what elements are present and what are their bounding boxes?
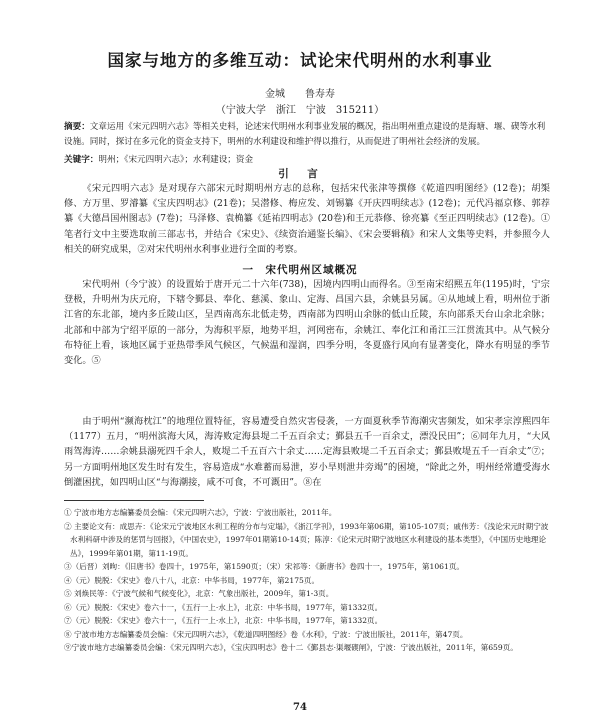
authors: 金城 鲁寿寿	[265, 89, 335, 100]
footnote: ① 宁波市地方志编纂委员会编：《宋元四明六志》，宁波：宁波出版社，2011年。	[64, 508, 337, 517]
footnote: ⑧ 宁波市地方志编纂委员会编：《宋元四明六志》，《乾道四明图经》卷《水利》，宁波：宁波出版社，2011年，第47页。	[64, 629, 468, 639]
footnote-divider	[64, 500, 204, 501]
footnote: ④（元）脱脱：《宋史》卷八十八，北京：中华书局，1977年，第2175页。	[64, 575, 320, 585]
abstract	[64, 120, 550, 149]
keywords-label: 关键字：	[64, 155, 99, 165]
footnote: ⑨宁波市地方志编纂委员会编：《宋元四明六志》，《宝庆四明志》卷十二《鄞县志·渠堰碶闸》，宁波：宁波出版社，2011年，第659页。	[64, 643, 518, 652]
paper-title: 国家与地方的多维互动：试论宋代明州的水利事业	[107, 51, 493, 70]
footnotes	[64, 506, 550, 655]
affiliation: （宁波大学 浙江 宁波 315211）	[215, 105, 385, 116]
footnote: ⑦（元）脱脱：《宋史》卷六十一，《五行一上·水上》，北京：中华书局，1977年，第1332页。	[64, 616, 383, 625]
abstract-label: 摘要：	[64, 122, 90, 132]
footnote: ⑥（元）脱脱：《宋史》卷六十一，《五行一上·水上》，北京：中华书局，1977年，第1332页。	[64, 602, 383, 612]
abstract-text: 文章运用《宋元四明六志》等相关史料，论述宋代明州水利事业发展的概况，指出明州重点建设的是海塘、堰、碶等水利设施。同时，探讨在多元化的资金支持下，明州的水利建设和维护得以推行，从而促进了明州社会经济的发展。	[64, 122, 546, 147]
intro-heading: 引 言	[278, 168, 322, 180]
section1-paragraph: 宋代明州（今宁波）的设置始于唐开元二十六年(738)，因境内四明山而得名。③至南宋绍熙五年(1195)时，宁宗登极，升明州为庆元府，下辖令鄞县、奉化、慈溪、象山、定海、昌国六县，余姚县另属。④从地域上看，明州位于浙江省的东北部，境内多丘陵山区，呈西南高东北低走势，西南部为四明山余脉的低山丘陵，东向部系天台山余北余脉；北部和中部为宁绍平原的一部分，为海积平原，地势平坦，河网密布，余姚江、奉化江和甬江三江贯流其中。从气候分布特征上看，该地区属于亚热带季风气候区，气候温和湿润，四季分明，冬夏盛行风向有显著变化，降水有明显的季节变化。⑤	[64, 279, 550, 367]
intro-paragraph: 《宋元四明六志》是对现存六部宋元时期明州方志的总称，包括宋代张津等撰修《乾道四明图经》(12卷)；胡榘修、方万里、罗濬纂《宝庆四明志》(21卷)；吴潜修、梅应发、刘锡纂《开庆四明续志》(12卷)；元代冯福京修、郭荐纂《大德昌国州图志》(7卷)；马泽修、袁桷纂《延祐四明志》(20卷)和王元恭修、徐亮纂《至正四明续志》(12卷)。①笔者行文中主要选取前三部志书，并结合《宋史》、《续资治通鉴长编》、《宋会要辑稿》和宋人文集等史料，并参照今人相关的研究成果，②对宋代明州水利事业进行全面的考察。	[64, 183, 550, 255]
keywords-text: 明州；《宋元四明六志》；水利建设；资金	[98, 155, 254, 165]
footnote: ③（后晋）刘昫：《旧唐书》卷四十，1975年，第1590页；（宋）宋祁等：《新唐书》卷四十一，1975年，第1061页。	[64, 562, 465, 571]
footnote: ⑤ 刘焕民等：《宁波气候和气候变化》，北京：气象出版社，2009年，第1-3页。	[64, 589, 334, 598]
page-number: 74	[293, 702, 307, 713]
section1-heading: 一 宋代明州区域概况	[242, 264, 358, 276]
section1-paragraph-2: 由于明州“濒海枕江”的地理位置特征，容易遭受自然灾害侵袭，一方面夏秋季节海潮灾害频发，如宋孝宗淳熙四年（1177）五月，“明州滨海大风，海涛败定海县堤二千五百余丈；鄞县五千一百余丈，漂没民田”；⑥同年九月，“大风雨驾海涛……余姚县溺死四千余人，败堤二千五百六十余丈……定海县败堤二千五百余丈；鄞县败堤五千一百余丈”⑦；另一方面明州地区发生时有发生，容易造成“水难蓄而易泄，岁小旱则泄井旁竭”的困境，“除此之外，明州经常遭受海水倒灌困扰，如四明山区“与海潮接，咸不可食，不可溉田”。⑧在	[64, 416, 550, 488]
footnote: ② 主要论文有：成思卉：《论宋元宁波地区水利工程的分布与定塌》，《浙江学刊》，1993年第06期，第105-107页；戚伟芳：《浅论宋元时期宁波水利科研中涉及的惩罚与回报》，《中国农史》，1997年01期第10-14页；陈淳：《论宋元时期宁波地区水利建设的基本类型》，《中国历史地理论丛》，1999年第01期，第11-19页。	[64, 521, 549, 558]
